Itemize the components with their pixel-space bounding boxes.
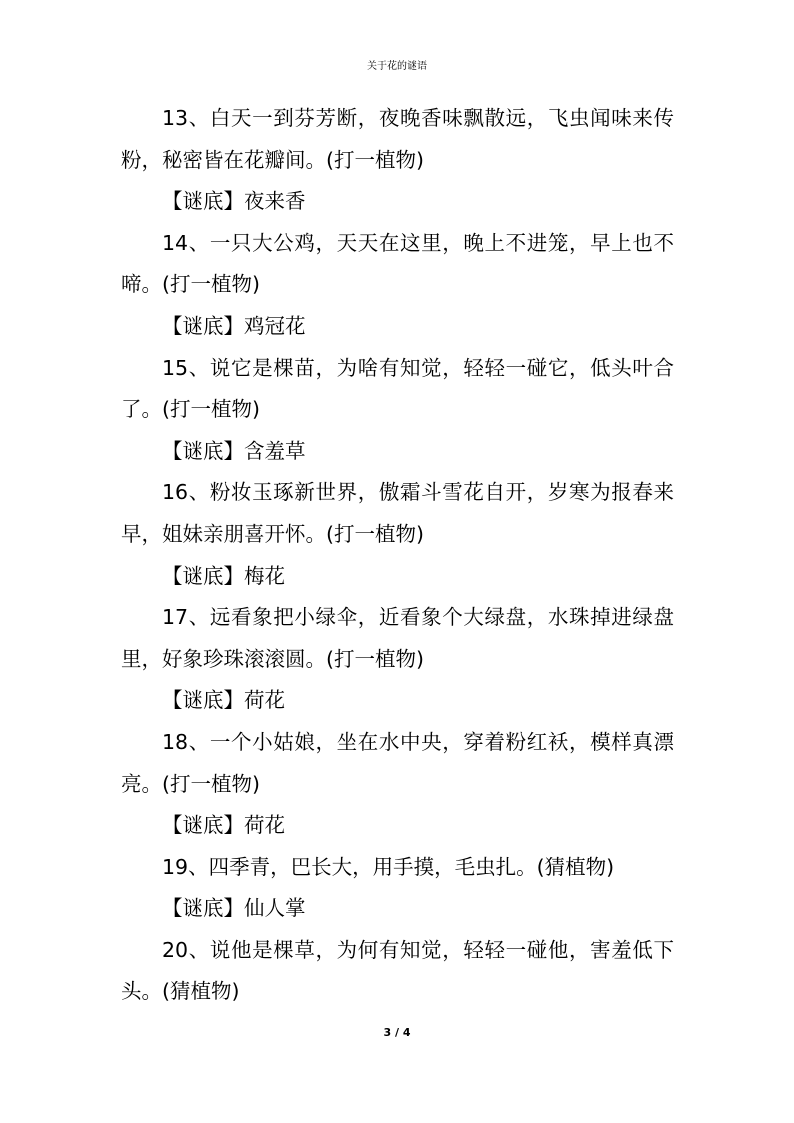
riddle-13-text: 13、白天一到芬芳断，夜晚香味飘散远，飞虫闻味来传粉，秘密皆在花瓣间。(打一植物)	[121, 106, 674, 172]
riddle-13-answer: 【谜底】夜来香	[162, 189, 306, 214]
riddle-14-answer: 【谜底】鸡冠花	[162, 313, 306, 338]
riddle-19-text: 19、四季青，巴长大，用手摸，毛虫扎。(猜植物)	[162, 854, 615, 879]
riddle-20-text: 20、说他是棵草，为何有知觉，轻轻一碰他，害羞低下头。(猜植物)	[121, 937, 674, 1004]
document-body	[121, 98, 674, 1013]
riddle-17-text: 17、远看象把小绿伞，近看象个大绿盘，水珠掉进绿盘里，好象珍珠滚滚圆。(打一植物)	[121, 605, 674, 671]
riddle-18-text: 18、一个小姑娘，坐在水中央，穿着粉红袄，模样真漂亮。(打一植物)	[121, 729, 674, 796]
riddle-17-answer: 【谜底】荷花	[162, 688, 285, 713]
riddle-18-answer: 【谜底】荷花	[162, 813, 285, 838]
riddle-14-text: 14、一只大公鸡，天天在这里，晚上不进笼，早上也不啼。(打一植物)	[121, 230, 674, 297]
riddle-15-text: 15、说它是棵苗，为啥有知觉，轻轻一碰它，低头叶合了。(打一植物)	[121, 355, 674, 422]
riddle-16-answer: 【谜底】梅花	[162, 563, 285, 588]
page-number: 3 / 4	[383, 1026, 411, 1039]
page-header: 关于花的谜语	[367, 61, 427, 72]
riddle-15-answer: 【谜底】含羞草	[162, 438, 306, 463]
riddle-19-answer: 【谜底】仙人掌	[162, 896, 306, 921]
riddle-16-text: 16、粉妆玉琢新世界，傲霜斗雪花自开，岁寒为报春来早，姐妹亲朋喜开怀。(打一植物)	[121, 480, 674, 546]
